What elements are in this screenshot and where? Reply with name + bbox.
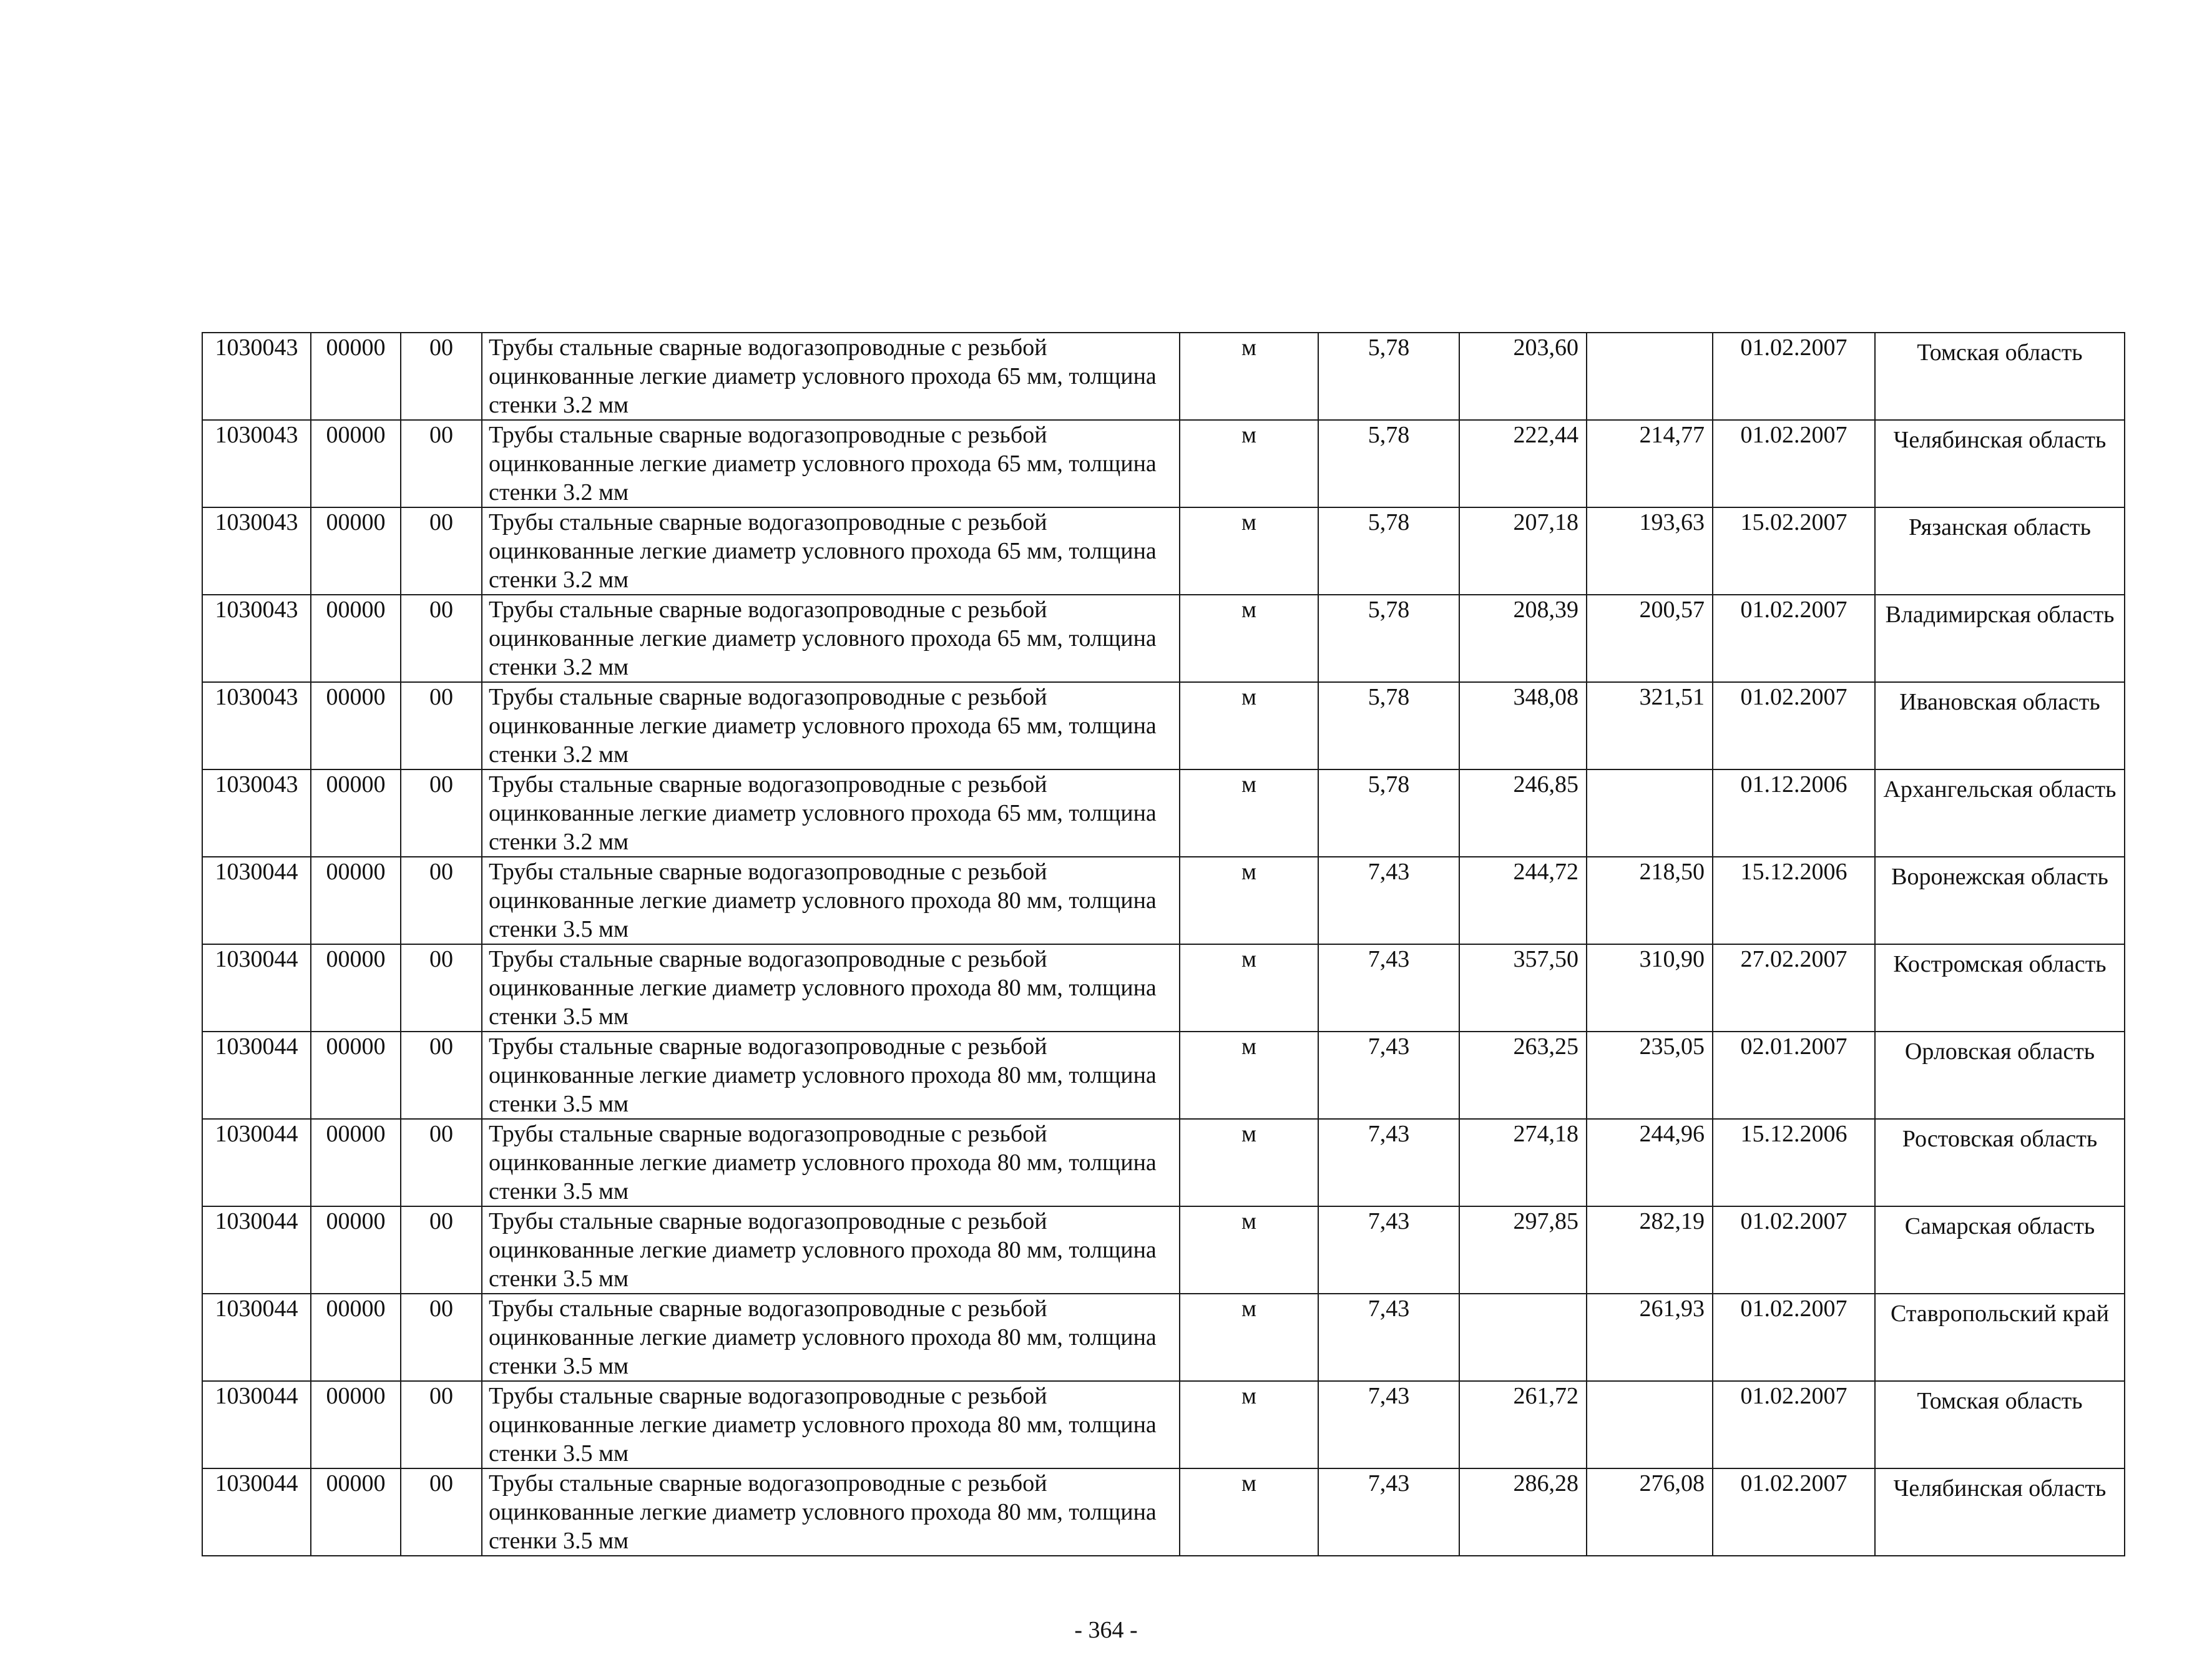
- cell-description: Трубы стальные сварные водогазопроводные с резьбой оцинкованные легкие диаметр условного прохода 80 мм, толщина стенки 3.5 мм: [482, 857, 1180, 944]
- cell-price-1: 348,08: [1459, 682, 1587, 769]
- cell-code: 1030043: [202, 682, 311, 769]
- cell-price-1: 357,50: [1459, 944, 1587, 1032]
- cell-unit: м: [1180, 420, 1318, 507]
- cell-code2: 00000: [311, 682, 401, 769]
- cell-date: 15.12.2006: [1713, 1119, 1875, 1206]
- cell-price-2: 244,96: [1587, 1119, 1713, 1206]
- cell-code2: 00000: [311, 595, 401, 682]
- cell-date: 01.02.2007: [1713, 682, 1875, 769]
- cell-weight: 7,43: [1318, 1381, 1459, 1468]
- cell-unit: м: [1180, 682, 1318, 769]
- cell-code2: 00000: [311, 1206, 401, 1294]
- table-row: [202, 595, 2125, 682]
- cell-date: 15.02.2007: [1713, 507, 1875, 595]
- cell-description: Трубы стальные сварные водогазопроводные с резьбой оцинкованные легкие диаметр условного прохода 65 мм, толщина стенки 3.2 мм: [482, 333, 1180, 420]
- cell-price-2: 235,05: [1587, 1032, 1713, 1119]
- cell-code2: 00000: [311, 857, 401, 944]
- table-row: [202, 1468, 2125, 1556]
- cell-code3: 00: [401, 507, 482, 595]
- cell-weight: 5,78: [1318, 595, 1459, 682]
- cell-price-2: 321,51: [1587, 682, 1713, 769]
- cell-unit: м: [1180, 1468, 1318, 1556]
- table-row: [202, 1119, 2125, 1206]
- cell-description: Трубы стальные сварные водогазопроводные с резьбой оцинкованные легкие диаметр условного прохода 80 мм, толщина стенки 3.5 мм: [482, 1294, 1180, 1381]
- cell-code3: 00: [401, 333, 482, 420]
- cell-unit: м: [1180, 1294, 1318, 1381]
- cell-weight: 7,43: [1318, 944, 1459, 1032]
- cell-region: Владимирская область: [1875, 595, 2125, 682]
- cell-date: 01.02.2007: [1713, 1206, 1875, 1294]
- cell-price-1: 207,18: [1459, 507, 1587, 595]
- cell-date: 01.02.2007: [1713, 333, 1875, 420]
- cell-code3: 00: [401, 857, 482, 944]
- table-row: [202, 420, 2125, 507]
- cell-description: Трубы стальные сварные водогазопроводные с резьбой оцинкованные легкие диаметр условного прохода 65 мм, толщина стенки 3.2 мм: [482, 420, 1180, 507]
- cell-code3: 00: [401, 1206, 482, 1294]
- cell-code: 1030044: [202, 1119, 311, 1206]
- cell-price-2: [1587, 769, 1713, 857]
- cell-price-2: 310,90: [1587, 944, 1713, 1032]
- cell-price-2: 261,93: [1587, 1294, 1713, 1381]
- cell-region: Ростовская область: [1875, 1119, 2125, 1206]
- cell-code: 1030043: [202, 420, 311, 507]
- cell-code2: 00000: [311, 1381, 401, 1468]
- cell-code3: 00: [401, 1468, 482, 1556]
- cell-price-1: 263,25: [1459, 1032, 1587, 1119]
- cell-region: Челябинская область: [1875, 420, 2125, 507]
- cell-code: 1030044: [202, 1468, 311, 1556]
- cell-weight: 5,78: [1318, 507, 1459, 595]
- cell-price-2: 214,77: [1587, 420, 1713, 507]
- cell-code2: 00000: [311, 507, 401, 595]
- cell-description: Трубы стальные сварные водогазопроводные с резьбой оцинкованные легкие диаметр условного прохода 80 мм, толщина стенки 3.5 мм: [482, 1468, 1180, 1556]
- cell-description: Трубы стальные сварные водогазопроводные с резьбой оцинкованные легкие диаметр условного прохода 65 мм, толщина стенки 3.2 мм: [482, 769, 1180, 857]
- cell-code3: 00: [401, 1381, 482, 1468]
- cell-region: Орловская область: [1875, 1032, 2125, 1119]
- cell-description: Трубы стальные сварные водогазопроводные с резьбой оцинкованные легкие диаметр условного прохода 80 мм, толщина стенки 3.5 мм: [482, 1381, 1180, 1468]
- cell-region: Челябинская область: [1875, 1468, 2125, 1556]
- cell-date: 01.02.2007: [1713, 1381, 1875, 1468]
- table-row: [202, 682, 2125, 769]
- cell-region: Воронежская область: [1875, 857, 2125, 944]
- cell-code: 1030043: [202, 769, 311, 857]
- cell-code: 1030044: [202, 857, 311, 944]
- cell-description: Трубы стальные сварные водогазопроводные с резьбой оцинкованные легкие диаметр условного прохода 80 мм, толщина стенки 3.5 мм: [482, 944, 1180, 1032]
- cell-price-2: 276,08: [1587, 1468, 1713, 1556]
- cell-description: Трубы стальные сварные водогазопроводные с резьбой оцинкованные легкие диаметр условного прохода 65 мм, толщина стенки 3.2 мм: [482, 595, 1180, 682]
- table-row: [202, 857, 2125, 944]
- cell-price-2: [1587, 333, 1713, 420]
- cell-weight: 7,43: [1318, 1032, 1459, 1119]
- cell-unit: м: [1180, 1032, 1318, 1119]
- cell-description: Трубы стальные сварные водогазопроводные с резьбой оцинкованные легкие диаметр условного прохода 80 мм, толщина стенки 3.5 мм: [482, 1032, 1180, 1119]
- cell-code3: 00: [401, 1294, 482, 1381]
- cell-code2: 00000: [311, 1294, 401, 1381]
- cell-price-1: 244,72: [1459, 857, 1587, 944]
- cell-code3: 00: [401, 682, 482, 769]
- cell-code2: 00000: [311, 1119, 401, 1206]
- cell-description: Трубы стальные сварные водогазопроводные с резьбой оцинкованные легкие диаметр условного прохода 80 мм, толщина стенки 3.5 мм: [482, 1206, 1180, 1294]
- cell-price-1: 261,72: [1459, 1381, 1587, 1468]
- cell-region: Рязанская область: [1875, 507, 2125, 595]
- cell-unit: м: [1180, 1381, 1318, 1468]
- cell-code3: 00: [401, 1032, 482, 1119]
- cell-code: 1030044: [202, 1294, 311, 1381]
- cell-date: 01.02.2007: [1713, 1468, 1875, 1556]
- cell-unit: м: [1180, 857, 1318, 944]
- table-row: [202, 944, 2125, 1032]
- cell-weight: 7,43: [1318, 857, 1459, 944]
- cell-code3: 00: [401, 769, 482, 857]
- cell-region: Томская область: [1875, 1381, 2125, 1468]
- cell-code: 1030043: [202, 595, 311, 682]
- cell-weight: 5,78: [1318, 682, 1459, 769]
- cell-code3: 00: [401, 1119, 482, 1206]
- cell-price-1: 286,28: [1459, 1468, 1587, 1556]
- cell-region: Томская область: [1875, 333, 2125, 420]
- cell-region: Костромская область: [1875, 944, 2125, 1032]
- cell-code: 1030044: [202, 1032, 311, 1119]
- cell-price-1: 203,60: [1459, 333, 1587, 420]
- cell-price-1: 208,39: [1459, 595, 1587, 682]
- cell-weight: 5,78: [1318, 420, 1459, 507]
- cell-weight: 7,43: [1318, 1206, 1459, 1294]
- cell-code: 1030044: [202, 1381, 311, 1468]
- cell-price-2: 282,19: [1587, 1206, 1713, 1294]
- cell-weight: 7,43: [1318, 1468, 1459, 1556]
- cell-price-1: 274,18: [1459, 1119, 1587, 1206]
- page-number: - 364 -: [1074, 1617, 1138, 1643]
- cell-price-1: [1459, 1294, 1587, 1381]
- cell-unit: м: [1180, 944, 1318, 1032]
- cell-weight: 5,78: [1318, 333, 1459, 420]
- cell-code: 1030043: [202, 507, 311, 595]
- table-row: [202, 1206, 2125, 1294]
- cell-weight: 7,43: [1318, 1119, 1459, 1206]
- cell-date: 01.02.2007: [1713, 1294, 1875, 1381]
- cell-unit: м: [1180, 333, 1318, 420]
- table-row: [202, 1032, 2125, 1119]
- cell-description: Трубы стальные сварные водогазопроводные с резьбой оцинкованные легкие диаметр условного прохода 65 мм, толщина стенки 3.2 мм: [482, 507, 1180, 595]
- table-row: [202, 1294, 2125, 1381]
- cell-code3: 00: [401, 420, 482, 507]
- cell-price-2: 193,63: [1587, 507, 1713, 595]
- cell-date: 01.02.2007: [1713, 420, 1875, 507]
- cell-region: Ставропольский край: [1875, 1294, 2125, 1381]
- table-row: [202, 507, 2125, 595]
- cell-code2: 00000: [311, 1468, 401, 1556]
- cell-unit: м: [1180, 769, 1318, 857]
- cell-unit: м: [1180, 1206, 1318, 1294]
- cell-description: Трубы стальные сварные водогазопроводные с резьбой оцинкованные легкие диаметр условного прохода 65 мм, толщина стенки 3.2 мм: [482, 682, 1180, 769]
- cell-code2: 00000: [311, 944, 401, 1032]
- cell-price-2: 218,50: [1587, 857, 1713, 944]
- cell-weight: 7,43: [1318, 1294, 1459, 1381]
- cell-price-1: 246,85: [1459, 769, 1587, 857]
- cell-code2: 00000: [311, 1032, 401, 1119]
- cell-price-1: 222,44: [1459, 420, 1587, 507]
- cell-date: 01.12.2006: [1713, 769, 1875, 857]
- cell-date: 15.12.2006: [1713, 857, 1875, 944]
- cell-date: 01.02.2007: [1713, 595, 1875, 682]
- cell-unit: м: [1180, 1119, 1318, 1206]
- cell-code2: 00000: [311, 333, 401, 420]
- cell-description: Трубы стальные сварные водогазопроводные с резьбой оцинкованные легкие диаметр условного прохода 80 мм, толщина стенки 3.5 мм: [482, 1119, 1180, 1206]
- cell-code3: 00: [401, 944, 482, 1032]
- cell-region: Архангельская область: [1875, 769, 2125, 857]
- cell-unit: м: [1180, 507, 1318, 595]
- table-row: [202, 769, 2125, 857]
- cell-weight: 5,78: [1318, 769, 1459, 857]
- price-table: [202, 332, 2125, 1556]
- cell-date: 27.02.2007: [1713, 944, 1875, 1032]
- cell-code: 1030043: [202, 333, 311, 420]
- cell-region: Самарская область: [1875, 1206, 2125, 1294]
- cell-price-2: [1587, 1381, 1713, 1468]
- cell-region: Ивановская область: [1875, 682, 2125, 769]
- cell-price-2: 200,57: [1587, 595, 1713, 682]
- cell-code: 1030044: [202, 1206, 311, 1294]
- cell-code3: 00: [401, 595, 482, 682]
- cell-code2: 00000: [311, 769, 401, 857]
- cell-code2: 00000: [311, 420, 401, 507]
- cell-date: 02.01.2007: [1713, 1032, 1875, 1119]
- table-row: [202, 1381, 2125, 1468]
- table-row: [202, 333, 2125, 420]
- cell-code: 1030044: [202, 944, 311, 1032]
- table-body: [202, 333, 2125, 1556]
- cell-unit: м: [1180, 595, 1318, 682]
- cell-price-1: 297,85: [1459, 1206, 1587, 1294]
